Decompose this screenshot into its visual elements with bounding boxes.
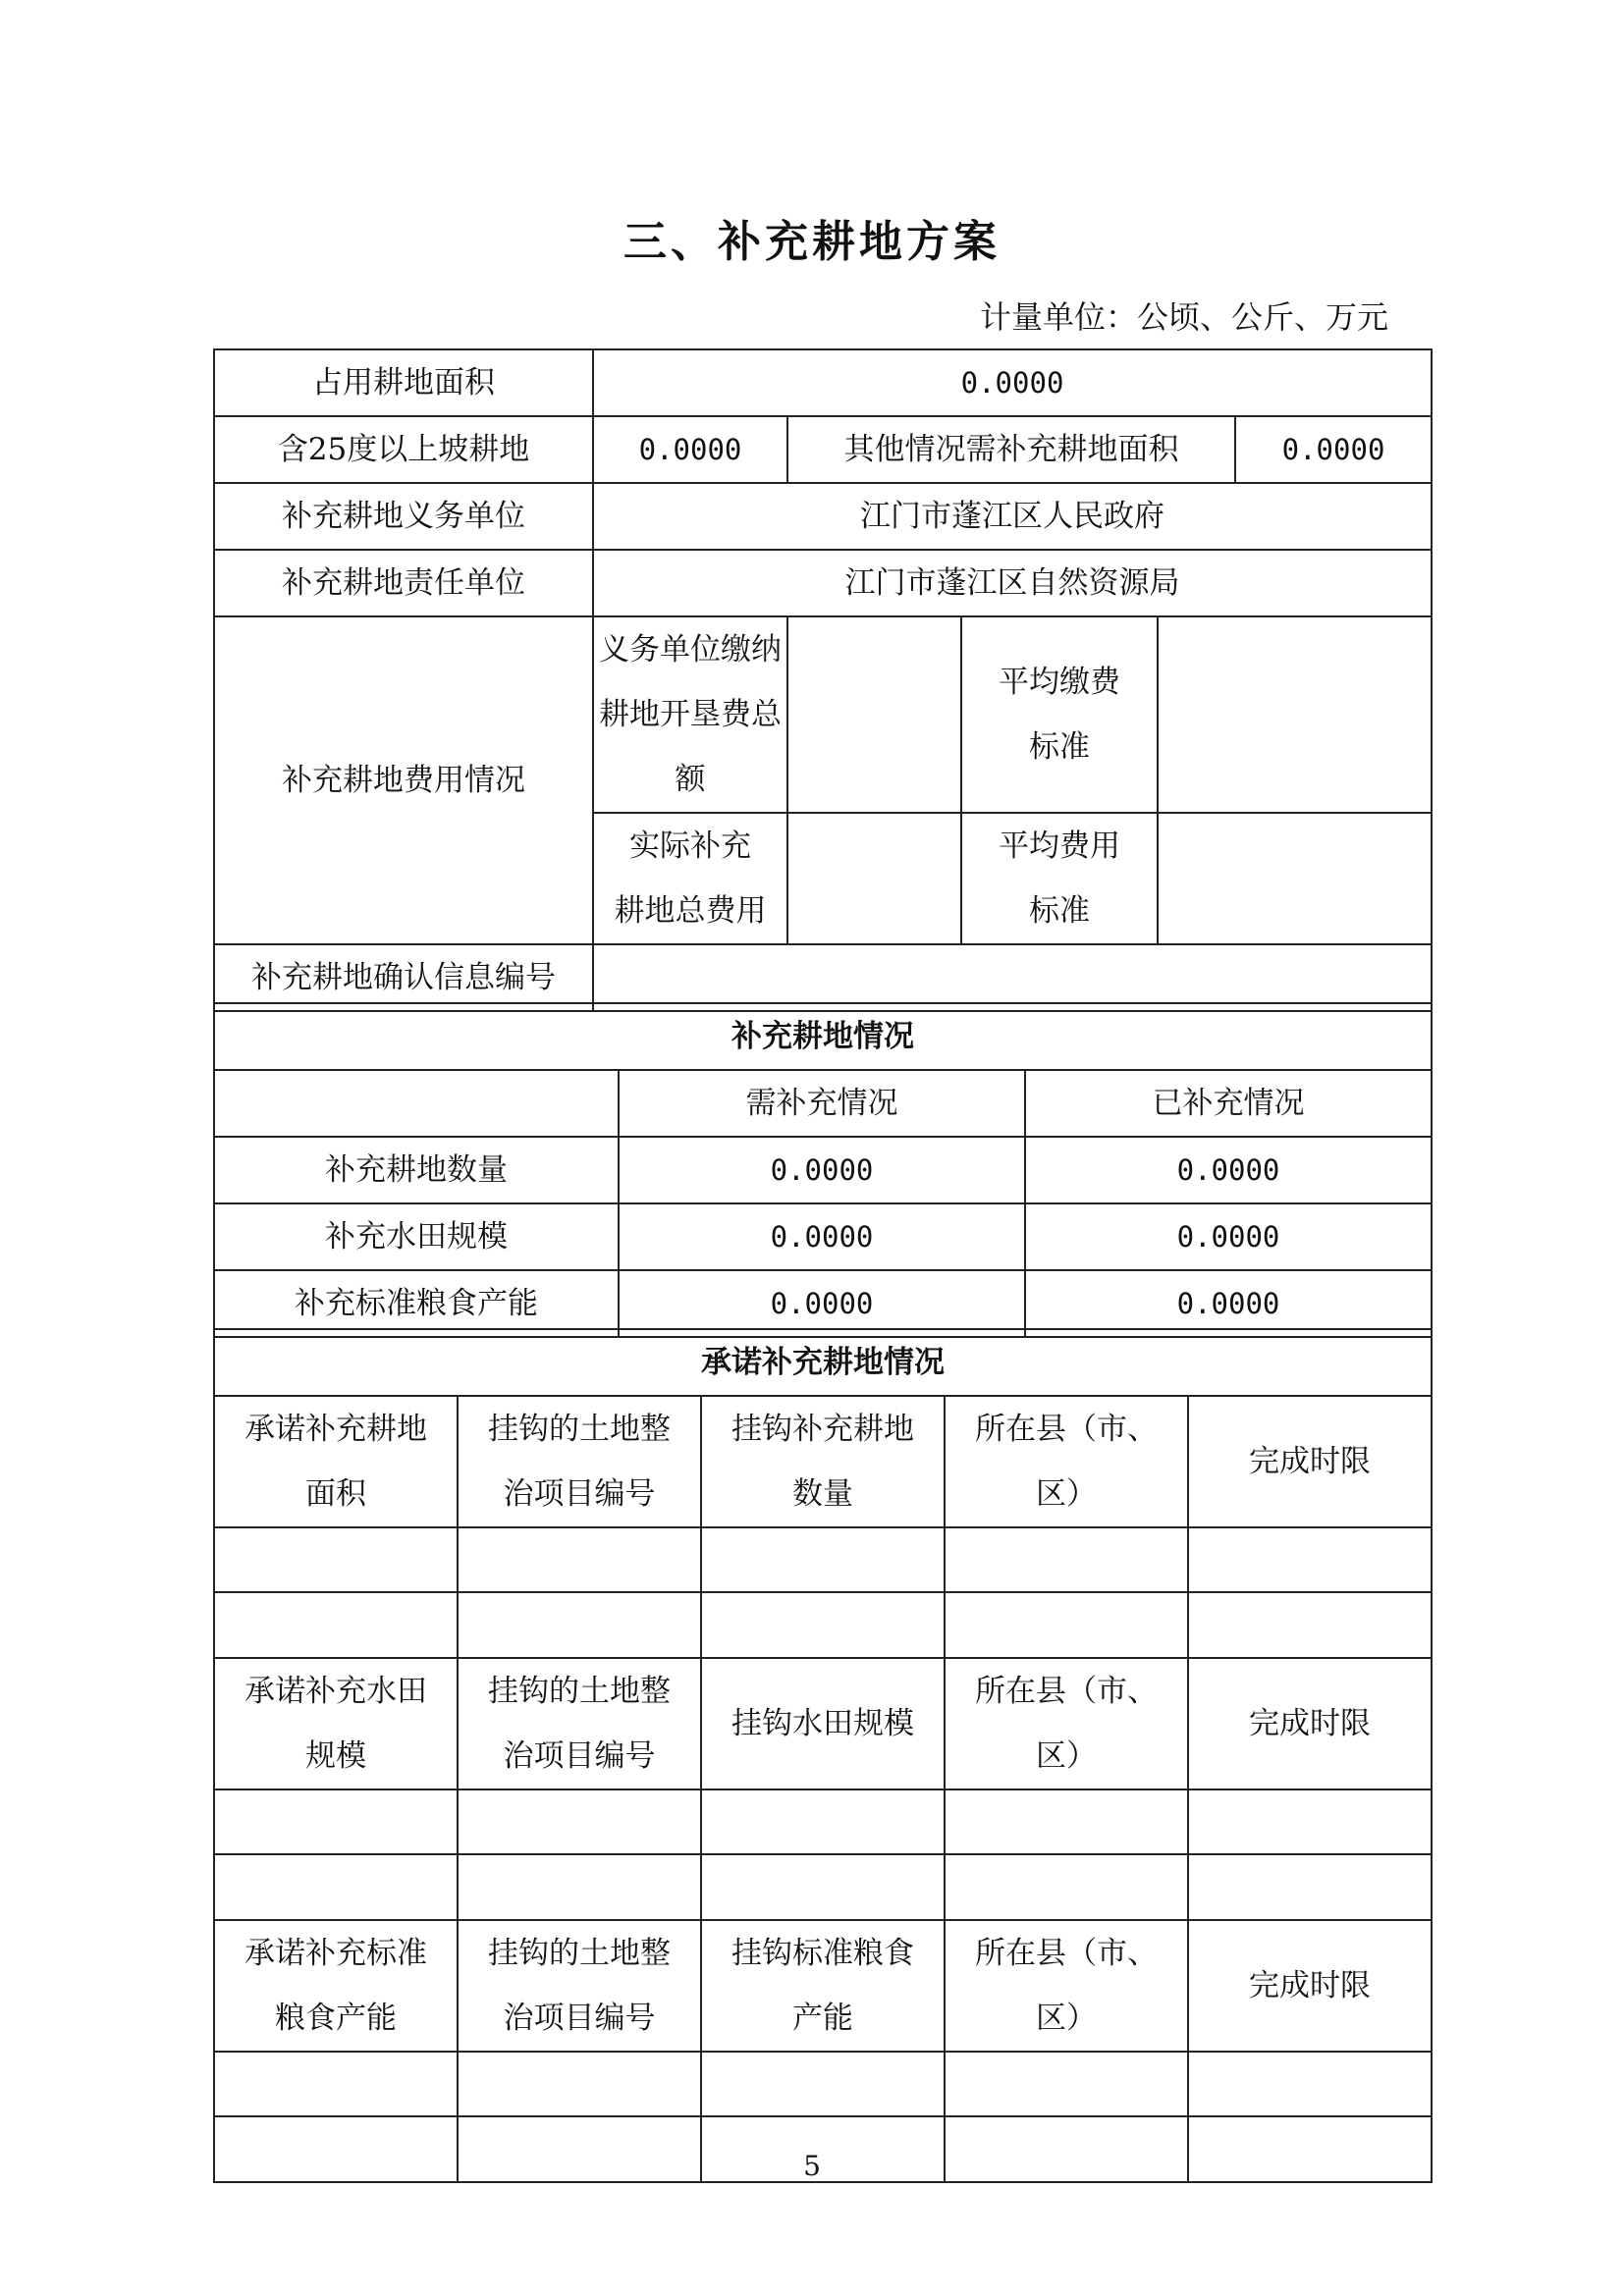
header-line: 治项目编号 xyxy=(503,2001,656,2036)
commitment-header-row-paddy xyxy=(214,1658,1432,1789)
deadline-header: 完成时限 xyxy=(1188,1920,1432,2052)
avg-cost-value xyxy=(1158,813,1432,944)
actual-cost-value xyxy=(787,813,961,944)
page-number: 5 xyxy=(803,2150,821,2182)
empty-cell xyxy=(701,1592,945,1658)
actual-cost-label-line2: 耕地总费用 xyxy=(614,893,767,929)
empty-cell xyxy=(701,1854,945,1920)
header-line: 产能 xyxy=(792,2001,853,2036)
row-label: 补充水田规模 xyxy=(214,1203,619,1270)
empty-cell xyxy=(701,1789,945,1854)
empty-cell xyxy=(1188,1592,1432,1658)
header-line: 所在县（市、 xyxy=(975,1674,1158,1709)
empty-cell xyxy=(945,1527,1188,1592)
table-row xyxy=(214,1203,1432,1270)
commitment-section-heading: 承诺补充耕地情况 xyxy=(214,1329,1432,1396)
fee-total-label-line2: 耕地开垦费总额 xyxy=(599,697,782,797)
project-code-header xyxy=(458,1658,701,1789)
supplement-table xyxy=(213,1002,1433,1338)
obligation-unit-label: 补充耕地义务单位 xyxy=(214,483,593,550)
empty-cell xyxy=(458,1789,701,1854)
empty-cell xyxy=(458,1854,701,1920)
linked-paddy-header: 挂钩水田规模 xyxy=(701,1658,945,1789)
page-title: 三、补充耕地方案 xyxy=(623,217,1001,267)
empty-cell xyxy=(214,1592,458,1658)
table-row xyxy=(214,1137,1432,1203)
done-value: 0.0000 xyxy=(1025,1137,1432,1203)
row-label: 补充标准粮食产能 xyxy=(214,1270,619,1337)
empty-cell xyxy=(1188,1527,1432,1592)
confirm-code-value xyxy=(593,944,1432,1011)
committed-grain-header xyxy=(214,1920,458,2052)
empty-cell xyxy=(214,2052,458,2116)
done-value: 0.0000 xyxy=(1025,1203,1432,1270)
linked-grain-header xyxy=(701,1920,945,2052)
empty-cell xyxy=(458,1527,701,1592)
confirm-code-label: 补充耕地确认信息编号 xyxy=(214,944,593,1011)
need-value: 0.0000 xyxy=(619,1203,1025,1270)
committed-area-header xyxy=(214,1396,458,1527)
fee-total-label xyxy=(593,616,787,813)
avg-cost-label-line1: 平均费用 xyxy=(999,828,1120,864)
need-value: 0.0000 xyxy=(619,1137,1025,1203)
committed-paddy-header xyxy=(214,1658,458,1789)
row-label: 补充耕地数量 xyxy=(214,1137,619,1203)
supplement-section-heading: 补充耕地情况 xyxy=(214,1003,1432,1070)
empty-cell xyxy=(1188,2052,1432,2116)
avg-fee-label-line2: 标准 xyxy=(1029,729,1090,765)
avg-fee-label xyxy=(961,616,1158,813)
table-row xyxy=(214,1592,1432,1658)
empty-cell xyxy=(1188,1854,1432,1920)
table-row xyxy=(214,1854,1432,1920)
header-line: 规模 xyxy=(305,1738,366,1774)
empty-cell xyxy=(701,1527,945,1592)
avg-cost-label xyxy=(961,813,1158,944)
empty-cell xyxy=(945,1789,1188,1854)
header-line: 挂钩的土地整 xyxy=(488,1674,671,1709)
header-line: 所在县（市、 xyxy=(975,1936,1158,1971)
header-line: 挂钩补充耕地 xyxy=(731,1412,914,1447)
deadline-header: 完成时限 xyxy=(1188,1396,1432,1527)
header-line: 挂钩的土地整 xyxy=(488,1412,671,1447)
project-code-header xyxy=(458,1396,701,1527)
header-line: 承诺补充水田 xyxy=(244,1674,427,1709)
empty-cell xyxy=(214,1527,458,1592)
empty-cell xyxy=(945,2052,1188,2116)
supplement-corner-cell xyxy=(214,1070,619,1137)
header-line: 治项目编号 xyxy=(503,1476,656,1512)
header-line: 承诺补充标准 xyxy=(244,1936,427,1971)
actual-cost-label-line1: 实际补充 xyxy=(629,828,751,864)
deadline-header: 完成时限 xyxy=(1188,1658,1432,1789)
table-row xyxy=(214,1270,1432,1337)
table-row xyxy=(214,1527,1432,1592)
header-line: 区） xyxy=(1036,2001,1097,2036)
header-line: 面积 xyxy=(305,1476,366,1512)
empty-cell xyxy=(1188,1789,1432,1854)
county-header xyxy=(945,1396,1188,1527)
unit-note: 计量单位：公顷、公斤、万元 xyxy=(979,298,1388,336)
need-value: 0.0000 xyxy=(619,1270,1025,1337)
header-line: 治项目编号 xyxy=(503,1738,656,1774)
fee-total-label-line1: 义务单位缴纳 xyxy=(599,632,782,667)
empty-cell xyxy=(214,1854,458,1920)
table-row xyxy=(214,1789,1432,1854)
need-column-header: 需补充情况 xyxy=(619,1070,1025,1137)
empty-cell xyxy=(458,1592,701,1658)
table-row xyxy=(214,2052,1432,2116)
county-header xyxy=(945,1920,1188,2052)
header-line: 区） xyxy=(1036,1738,1097,1774)
avg-fee-value xyxy=(1158,616,1432,813)
occupied-area-label: 占用耕地面积 xyxy=(214,349,593,416)
commitment-header-row-grain xyxy=(214,1920,1432,2052)
occupied-area-value: 0.0000 xyxy=(593,349,1432,416)
actual-cost-label xyxy=(593,813,787,944)
header-line: 所在县（市、 xyxy=(975,1412,1158,1447)
project-code-header xyxy=(458,1920,701,2052)
header-line: 粮食产能 xyxy=(275,2001,397,2036)
cost-label: 补充耕地费用情况 xyxy=(214,616,593,944)
slope-land-value: 0.0000 xyxy=(593,416,787,483)
header-line: 挂钩的土地整 xyxy=(488,1936,671,1971)
empty-cell xyxy=(945,1592,1188,1658)
avg-fee-label-line1: 平均缴费 xyxy=(999,665,1120,700)
header-line: 数量 xyxy=(792,1476,853,1512)
empty-cell xyxy=(701,2052,945,2116)
done-column-header: 已补充情况 xyxy=(1025,1070,1432,1137)
commitment-table xyxy=(213,1328,1433,2183)
header-line: 区） xyxy=(1036,1476,1097,1512)
other-supplement-value: 0.0000 xyxy=(1235,416,1432,483)
done-value: 0.0000 xyxy=(1025,1270,1432,1337)
avg-cost-label-line2: 标准 xyxy=(1029,893,1090,929)
county-header xyxy=(945,1658,1188,1789)
header-line: 挂钩标准粮食 xyxy=(731,1936,914,1971)
responsible-unit-value: 江门市蓬江区自然资源局 xyxy=(593,550,1432,616)
header-line: 承诺补充耕地 xyxy=(244,1412,427,1447)
obligation-unit-value: 江门市蓬江区人民政府 xyxy=(593,483,1432,550)
empty-cell xyxy=(458,2052,701,2116)
fee-total-value xyxy=(787,616,961,813)
linked-quantity-header xyxy=(701,1396,945,1527)
slope-land-label: 含25度以上坡耕地 xyxy=(214,416,593,483)
empty-cell xyxy=(945,1854,1188,1920)
empty-cell xyxy=(214,1789,458,1854)
basic-info-table xyxy=(213,348,1433,1012)
other-supplement-label: 其他情况需补充耕地面积 xyxy=(787,416,1235,483)
responsible-unit-label: 补充耕地责任单位 xyxy=(214,550,593,616)
commitment-header-row-area xyxy=(214,1396,1432,1527)
